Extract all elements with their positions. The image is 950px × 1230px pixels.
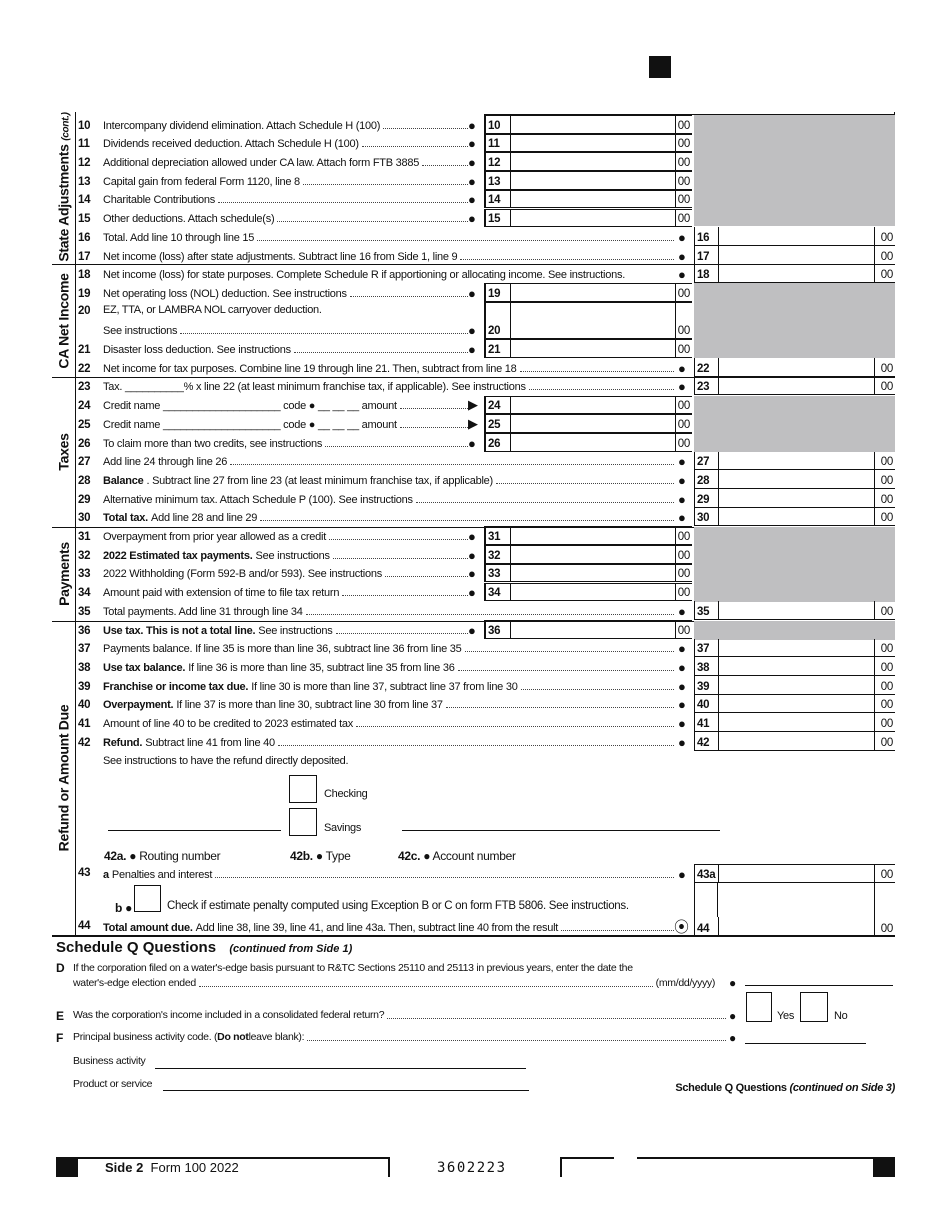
line-30-field[interactable]: 30 00 (694, 508, 895, 527)
line-number: 19 (78, 287, 91, 300)
required-bullet-icon: ● (468, 622, 476, 638)
line-44: 44 Total amount due. Add line 38, line 39, line 41, and line 43a. Then, subtract line 40 from the result ⦿ 44 00 (76, 917, 895, 936)
line-17 (76, 246, 895, 265)
line-number: 36 (78, 624, 91, 637)
line-34 (76, 583, 895, 602)
routing-number-field[interactable] (108, 830, 281, 831)
checking-checkbox[interactable] (289, 775, 317, 803)
business-activity-field[interactable] (155, 1068, 526, 1069)
line-44-field[interactable]: 44 00 (694, 917, 895, 936)
line-43b-box (694, 882, 895, 917)
account-number-field[interactable] (402, 830, 720, 831)
line-text: Credit name ____________________ code ● __ __ __ amount (103, 418, 397, 431)
activity-code-field[interactable] (745, 1043, 866, 1044)
line-24-field[interactable]: 24 00 (484, 396, 692, 415)
exception-checkbox[interactable] (134, 885, 161, 912)
line-33 (76, 564, 895, 583)
line-24 (76, 396, 895, 415)
line-32-field[interactable]: 32 00 (484, 545, 692, 564)
required-bullet-icon: ● (678, 472, 686, 488)
line-27 (76, 452, 895, 471)
required-bullet-icon: ● (678, 248, 686, 264)
corner-bracket (336, 1157, 390, 1177)
line-text: See instructions (255, 549, 330, 562)
water-edge-date-field[interactable] (745, 985, 893, 986)
line-text: Net income (loss) for state purposes. Complete Schedule R if apportioning or allocating income. See instructions. (103, 269, 626, 282)
required-bullet-icon: ● (468, 547, 476, 563)
line-23 (76, 377, 895, 396)
savings-label: Savings (324, 822, 362, 834)
required-bullet-icon: ● (678, 229, 686, 245)
checking-label: Checking (324, 788, 368, 800)
required-bullet-icon: ● (678, 866, 686, 882)
line-number: 35 (78, 605, 91, 618)
line-text: Net income (loss) after state adjustments. Subtract line 16 from Side 1, line 9 (103, 250, 458, 263)
footer-side-label: Side 2 Form 100 2022 (105, 1160, 239, 1175)
line-bold-text: Balance (103, 474, 144, 487)
line-number: 34 (78, 587, 91, 600)
line-12-field[interactable]: 12 00 (484, 152, 692, 171)
line-13 (76, 171, 895, 190)
required-bullet-icon: ● (678, 454, 686, 470)
footer-rule (78, 1157, 340, 1159)
required-bullet-icon: ● (678, 267, 686, 283)
required-bullet-icon: ● (678, 734, 686, 750)
line-14-field[interactable]: 14 00 (484, 190, 692, 209)
routing-number-label: 42a. ● Routing number (104, 849, 221, 863)
line-number: 32 (78, 549, 91, 562)
line-text: . Subtract line 27 from line 23 (at least minimum franchise tax, if applicable) (146, 474, 493, 487)
line-30 (76, 508, 895, 527)
line-text: Additional depreciation allowed under CA law. Attach form FTB 3885 (103, 157, 420, 170)
line-number: 21 (78, 344, 91, 357)
line-22 (76, 358, 895, 377)
required-bullet-icon: ● (468, 136, 476, 152)
line-31-field[interactable]: 31 00 (484, 526, 692, 545)
required-bullet-icon: ● (678, 659, 686, 675)
business-activity-label: Business activity (73, 1055, 146, 1067)
section-label: State Adjustments (55, 144, 72, 262)
registration-mark (873, 1157, 895, 1177)
required-bullet-icon: ● (678, 678, 686, 694)
line-number: 42 (78, 736, 91, 749)
line-42 (76, 732, 895, 751)
line-text: Net income for tax purposes. Combine line 19 through line 21. Then, subtract from line 18 (103, 362, 517, 375)
schedule-q-continued: Schedule Q Questions (continued on Side 3) (675, 1082, 895, 1094)
required-bullet-icon: ● (678, 510, 686, 526)
line-bold-text: Overpayment. (103, 699, 174, 712)
line-19 (76, 283, 895, 302)
required-bullet-icon: ● (678, 379, 686, 395)
line-42-field[interactable]: 42 00 (694, 732, 895, 751)
section-payments: Payments (55, 542, 72, 606)
section-refund-or-amount-due: Refund or Amount Due (55, 704, 72, 852)
registration-mark (649, 56, 671, 78)
line-16 (76, 227, 895, 246)
line-number: 12 (78, 157, 91, 170)
line-number: 11 (78, 138, 90, 151)
line-number: 15 (78, 213, 91, 226)
line-28-field[interactable]: 28 00 (694, 470, 895, 489)
line-43b-label: b ● (115, 901, 133, 915)
line-20 (76, 302, 895, 339)
required-bullet-icon: ● (468, 117, 476, 133)
line-14 (76, 190, 895, 209)
form-code: 3602223 (437, 1160, 507, 1176)
line-number: 13 (78, 175, 91, 188)
line-19-field[interactable]: 19 00 (484, 283, 692, 302)
line-number: 23 (78, 381, 91, 394)
yes-checkbox[interactable] (746, 992, 772, 1022)
arrow-right-icon: ▶ (468, 397, 478, 413)
required-bullet-icon: ● (468, 285, 476, 301)
required-bullet-icon: ● (468, 155, 476, 171)
line-text: If line 30 is more than line 37, subtract line 37 from line 30 (251, 680, 518, 693)
required-bullet-icon: ● (678, 641, 686, 657)
line-number: 25 (78, 418, 91, 431)
required-bullet-icon: ● (468, 323, 476, 339)
line-37-field[interactable]: 37 00 (694, 639, 895, 658)
line-text: If line 37 is more than line 30, subtract line 30 from line 37 (176, 699, 443, 712)
line-number: 27 (78, 456, 91, 469)
line-28 (76, 470, 895, 489)
line-number: 37 (78, 643, 91, 656)
line-text: Amount paid with extension of time to file tax return (103, 587, 340, 600)
line-41 (76, 713, 895, 732)
line-18 (76, 265, 895, 284)
line-34-field[interactable]: 34 00 (484, 583, 692, 602)
line-13-field[interactable]: 13 00 (484, 171, 692, 190)
line-32 (76, 545, 895, 564)
line-35-field[interactable]: 35 00 (694, 601, 895, 620)
line-31 (76, 526, 895, 545)
line-26-field[interactable]: 26 00 (484, 433, 692, 452)
line-text: Intercompany dividend elimination. Attach Schedule H (100) (103, 119, 381, 132)
line-number: 33 (78, 568, 91, 581)
line-26 (76, 433, 895, 452)
line-16-field[interactable]: 16 00 (694, 227, 895, 246)
line-number: 22 (78, 362, 91, 375)
line-text-2: See instructions (103, 325, 178, 338)
line-number: 39 (78, 680, 91, 693)
line-36-field[interactable]: 36 00 (484, 620, 692, 639)
line-text: Payments balance. If line 35 is more than line 36, subtract line 36 from line 35 (103, 643, 462, 656)
line-15-field[interactable]: 15 00 (484, 209, 692, 228)
line-10-field[interactable]: 10 00 (484, 115, 692, 134)
line-number: 28 (78, 474, 91, 487)
line-text: Total payments. Add line 31 through line 34 (103, 605, 303, 618)
line-43b-text: Check if estimate penalty computed using Exception B or C on form FTB 5806. See instructions. (167, 900, 629, 912)
line-number: 17 (78, 250, 91, 263)
required-bullet-icon: ● (678, 491, 686, 507)
required-bullet-icon: ● (678, 360, 686, 376)
line-text: Overpayment from prior year allowed as a credit (103, 531, 327, 544)
line-15 (76, 209, 895, 228)
line-number: 30 (78, 512, 91, 525)
required-bullet-icon: ● (468, 435, 476, 451)
line-number: 10 (78, 119, 91, 132)
line-text: Add line 24 through line 26 (103, 456, 228, 469)
schedule-q-title: Schedule Q Questions (continued from Side 1) (56, 939, 353, 956)
line-text: Total. Add line 10 through line 15 (103, 231, 255, 244)
line-text: Alternative minimum tax. Attach Schedule P (100). See instructions (103, 493, 413, 506)
line-text: Amount of line 40 to be credited to 2023 estimated tax (103, 718, 354, 731)
required-bullet-icon: ● (468, 566, 476, 582)
account-number-label: 42c. ● Account number (398, 849, 516, 863)
registration-mark (56, 1157, 78, 1177)
line-40 (76, 695, 895, 714)
line-text: Subtract line 41 from line 40 (145, 736, 275, 749)
line-17-field[interactable]: 17 00 (694, 246, 895, 265)
line-text: Capital gain from federal Form 1120, line 8 (103, 175, 300, 188)
line-39 (76, 676, 895, 695)
line-text: Disaster loss deduction. See instructions (103, 344, 291, 357)
required-bullet-icon: ● (678, 603, 686, 619)
line-number: 31 (78, 531, 91, 544)
line-37 (76, 639, 895, 658)
required-bullet-icon: ● (468, 173, 476, 189)
line-35 (76, 601, 895, 620)
line-33-field[interactable]: 33 00 (484, 564, 692, 583)
line-25-field[interactable]: 25 00 (484, 414, 692, 433)
circled-bullet-icon: ⦿ (674, 918, 689, 936)
section-ca-net-income: CA Net Income (55, 272, 72, 369)
line-bold-text: 2022 Estimated tax payments. (103, 549, 253, 562)
question-f: F Principal business activity code. ( Do not leave blank): ● (56, 1031, 736, 1045)
line-text: If line 36 is more than line 35, subtract line 35 from line 36 (188, 661, 455, 674)
line-text: 2022 Withholding (Form 592-B and/or 593). See instructions (103, 568, 382, 581)
line-25 (76, 414, 895, 433)
no-checkbox[interactable] (800, 992, 828, 1022)
line-number: 38 (78, 661, 91, 674)
line-29-field[interactable]: 29 00 (694, 489, 895, 508)
line-21 (76, 339, 895, 358)
required-bullet-icon: ● (468, 192, 476, 208)
section-suffix: (cont.) (60, 112, 72, 141)
line-number: 16 (78, 231, 91, 244)
required-bullet-icon: ● (678, 697, 686, 713)
no-label: No (834, 1010, 848, 1022)
line-text: See instructions (258, 624, 333, 637)
question-e: E Was the corporation's income included in a consolidated federal return? ● (56, 1009, 736, 1023)
line-number: 41 (78, 718, 91, 731)
arrow-right-icon: ▶ (468, 415, 478, 431)
required-bullet-icon: ● (468, 342, 476, 358)
type-label: 42b. ● Type (290, 849, 351, 863)
corner-bracket (560, 1157, 614, 1177)
line-text: EZ, TTA, or LAMBRA NOL carryover deduction. (103, 304, 322, 316)
line-43a-field[interactable]: 43a 00 (694, 864, 895, 883)
question-d: D If the corporation filed on a water's-edge basis pursuant to R&TC Sections 25110 and 25113 in previous years, enter the date the water's-edge election ended (mm/dd/yyyy) ● (56, 961, 736, 990)
line-43a: 43 a Penalties and interest ● 43a 00 (76, 864, 895, 883)
line-12 (76, 152, 895, 171)
line-number: 14 (78, 194, 91, 207)
line-bold-text: Franchise or income tax due. (103, 680, 249, 693)
required-bullet-icon: ● (468, 585, 476, 601)
line-21-field[interactable]: 21 00 (484, 339, 692, 358)
line-22-field[interactable]: 22 00 (694, 358, 895, 377)
line-18-field[interactable]: 18 00 (694, 265, 895, 284)
direct-deposit-note: See instructions to have the refund directly deposited. (103, 755, 349, 767)
line-text: Add line 28 and line 29 (150, 512, 258, 525)
line-bold-text: Use tax. This is not a total line. (103, 624, 256, 637)
line-text: Credit name ____________________ code ● __ __ __ amount (103, 400, 397, 413)
line-number: 26 (78, 437, 91, 450)
line-38-field[interactable]: 38 00 (694, 657, 895, 676)
line-29 (76, 489, 895, 508)
line-36 (76, 620, 895, 639)
required-bullet-icon: ● (468, 211, 476, 227)
savings-checkbox[interactable] (289, 808, 317, 836)
line-bold-text: Use tax balance. (103, 661, 186, 674)
product-service-label: Product or service (73, 1078, 153, 1090)
line-bold-text: Refund. (103, 736, 143, 749)
footer-rule (637, 1157, 873, 1159)
line-20-field[interactable]: 20 00 (484, 302, 692, 339)
line-text: Net operating loss (NOL) deduction. See instructions (103, 287, 347, 300)
product-service-field[interactable] (163, 1090, 529, 1091)
line-23-field[interactable]: 23 00 (694, 377, 895, 396)
section-taxes: Taxes (55, 433, 72, 471)
line-text: Charitable Contributions (103, 194, 216, 207)
line-number: 29 (78, 493, 91, 506)
line-40-field[interactable]: 40 00 (694, 695, 895, 714)
required-bullet-icon: ● (678, 716, 686, 732)
section-state-adjustments (52, 110, 75, 264)
line-text: Other deductions. Attach schedule(s) (103, 213, 275, 226)
line-11-field[interactable]: 11 00 (484, 134, 692, 153)
line-41-field[interactable]: 41 00 (694, 713, 895, 732)
line-text: Tax. __________% x line 22 (at least minimum franchise tax, if applicable). See instructions (103, 381, 526, 394)
required-bullet-icon: ● (468, 529, 476, 545)
line-number: 40 (78, 699, 91, 712)
line-39-field[interactable]: 39 00 (694, 676, 895, 695)
line-number: 18 (78, 269, 91, 282)
yes-label: Yes (777, 1010, 795, 1022)
line-number: 24 (78, 400, 91, 413)
line-bold-text: Total tax. (103, 512, 148, 525)
line-text: To claim more than two credits, see instructions (103, 437, 323, 450)
line-11 (76, 134, 895, 153)
line-10 (76, 115, 895, 134)
line-38 (76, 657, 895, 676)
line-text: Dividends received deduction. Attach Schedule H (100) (103, 138, 359, 151)
line-number: 20 (78, 305, 91, 317)
line-27-field[interactable]: 27 00 (694, 452, 895, 471)
